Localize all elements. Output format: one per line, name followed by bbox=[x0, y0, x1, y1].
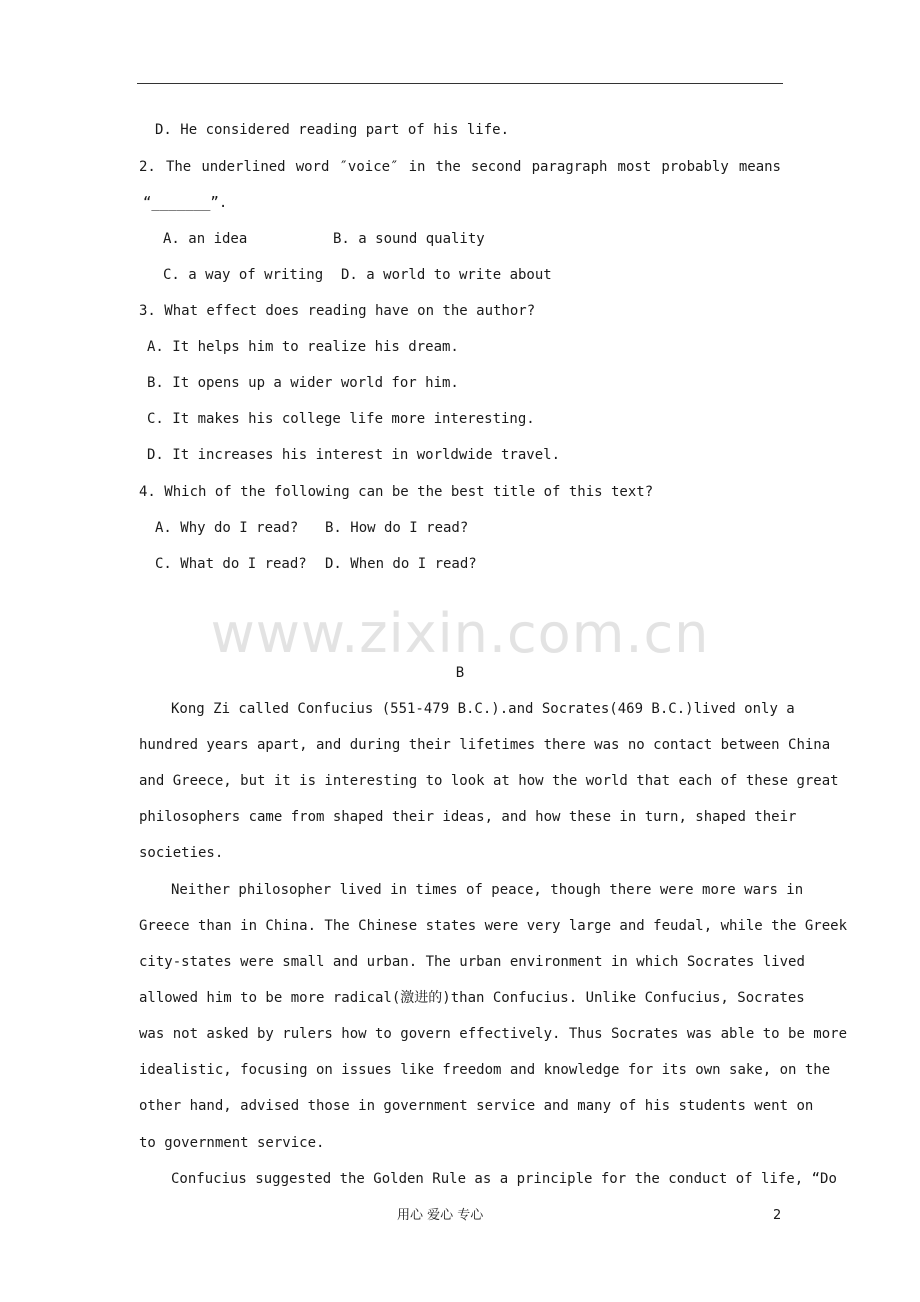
passage-p2-line: allowed him to be more radical(激进的)than Confucius. Unlike Confucius, Socrates bbox=[139, 990, 805, 1006]
passage-p2-line: city-states were small and urban. The urban environment in which Socrates lived bbox=[139, 954, 805, 970]
q4-option-b: B. How do I read? bbox=[325, 520, 469, 536]
q4-option-a: A. Why do I read? bbox=[155, 520, 299, 536]
watermark: www.zixin.com.cn bbox=[210, 602, 710, 665]
passage-p2-line: Greece than in China. The Chinese states were very large and feudal, while the Greek bbox=[139, 918, 848, 934]
header-rule bbox=[137, 83, 783, 84]
q2-blank: “_______”. bbox=[143, 195, 228, 211]
passage-p2-line: other hand, advised those in government service and many of his students went on bbox=[139, 1098, 814, 1114]
q3-option-c: C. It makes his college life more interesting. bbox=[147, 411, 535, 427]
page-number: 2 bbox=[773, 1208, 782, 1223]
q2-option-a: A. an idea bbox=[163, 231, 248, 247]
passage-p3-line: Confucius suggested the Golden Rule as a principle for the conduct of life, “Do bbox=[171, 1171, 837, 1187]
q3-option-a: A. It helps him to realize his dream. bbox=[147, 339, 459, 355]
q2-option-d: D. a world to write about bbox=[341, 267, 552, 283]
passage-p1-line: Kong Zi called Confucius (551-479 B.C.).and Socrates(469 B.C.)lived only a bbox=[171, 701, 795, 717]
q2-option-b: B. a sound quality bbox=[333, 231, 485, 247]
q4-options-row1 bbox=[155, 518, 468, 538]
q4-options-row2 bbox=[155, 554, 477, 574]
passage-p2-line: was not asked by rulers how to govern effectively. Thus Socrates was able to be more bbox=[139, 1026, 848, 1042]
q2-stem: 2. The underlined word ″voice″ in the second paragraph most probably means bbox=[139, 159, 781, 175]
passage-p1-line: philosophers came from shaped their ideas, and how these in turn, shaped their bbox=[139, 809, 797, 825]
q4-stem: 4. Which of the following can be the best title of this text? bbox=[139, 484, 654, 500]
passage-p2-line: idealistic, focusing on issues like freedom and knowledge for its own sake, on the bbox=[139, 1062, 831, 1078]
q2-options-row1 bbox=[163, 229, 485, 249]
passage-p2-line: to government service. bbox=[139, 1135, 325, 1151]
q4-option-c: C. What do I read? bbox=[155, 556, 307, 572]
section-label: B bbox=[455, 665, 465, 681]
passage-p1-line: hundred years apart, and during their lifetimes there was no contact between China bbox=[139, 737, 831, 753]
passage-p2-line: Neither philosopher lived in times of peace, though there were more wars in bbox=[171, 882, 804, 898]
q3-option-d: D. It increases his interest in worldwide travel. bbox=[147, 447, 561, 463]
q2-option-c: C. a way of writing bbox=[163, 267, 324, 283]
q2-options-row2 bbox=[163, 265, 552, 285]
footer-motto: 用心 爱心 专心 bbox=[397, 1208, 484, 1223]
q4-option-d: D. When do I read? bbox=[325, 556, 477, 572]
q1-option-d: D. He considered reading part of his life. bbox=[155, 122, 510, 138]
q3-stem: 3. What effect does reading have on the author? bbox=[139, 303, 536, 319]
passage-p1-line: and Greece, but it is interesting to look at how the world that each of these great bbox=[139, 773, 839, 789]
q3-option-b: B. It opens up a wider world for him. bbox=[147, 375, 459, 391]
passage-p1-line: societies. bbox=[139, 845, 224, 861]
